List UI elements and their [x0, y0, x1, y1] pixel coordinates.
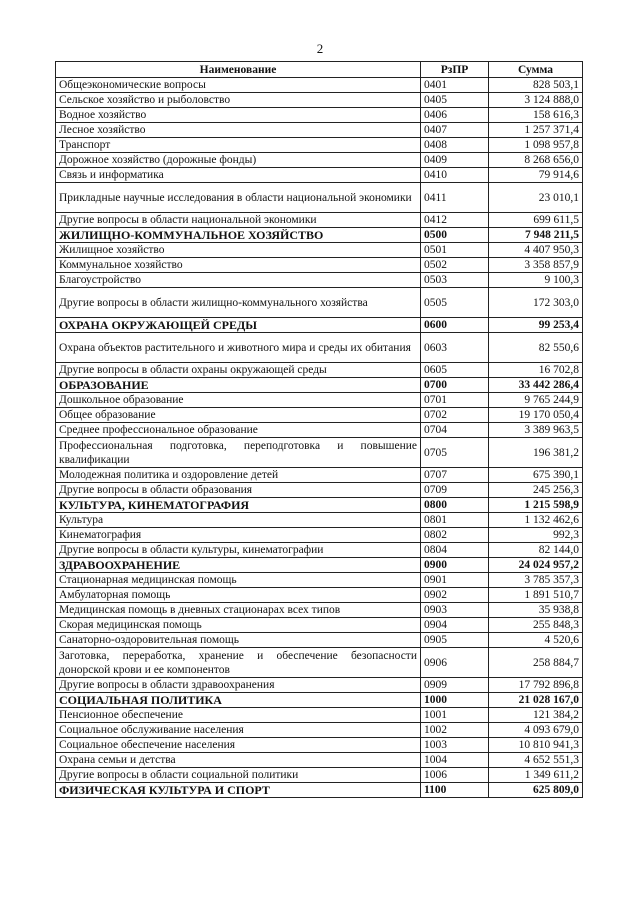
- sum-cell: 24 024 957,2: [489, 558, 583, 573]
- sum-cell: 121 384,2: [489, 708, 583, 723]
- code-cell: 0900: [421, 558, 489, 573]
- table-row: [56, 213, 583, 228]
- code-cell: 0802: [421, 528, 489, 543]
- code-cell: 1000: [421, 693, 489, 708]
- name-cell: Лесное хозяйство: [56, 123, 421, 138]
- name-cell: Среднее профессиональное образование: [56, 423, 421, 438]
- table-row: [56, 123, 583, 138]
- name-cell: Амбулаторная помощь: [56, 588, 421, 603]
- code-cell: 1004: [421, 753, 489, 768]
- table-row: [56, 273, 583, 288]
- name-cell: Другие вопросы в области здравоохранения: [56, 678, 421, 693]
- table-row: [56, 243, 583, 258]
- name-cell: Жилищное хозяйство: [56, 243, 421, 258]
- code-cell: 0904: [421, 618, 489, 633]
- table-row: [56, 723, 583, 738]
- name-cell: Другие вопросы в области образования: [56, 483, 421, 498]
- name-cell: Социальное обслуживание населения: [56, 723, 421, 738]
- table-row: [56, 393, 583, 408]
- sum-cell: 4 407 950,3: [489, 243, 583, 258]
- sum-cell: 3 358 857,9: [489, 258, 583, 273]
- table-row: [56, 483, 583, 498]
- table-row: [56, 288, 583, 318]
- table-row: [56, 573, 583, 588]
- table-row: [56, 438, 583, 468]
- table-row: [56, 423, 583, 438]
- sum-cell: 1 132 462,6: [489, 513, 583, 528]
- sum-cell: 1 891 510,7: [489, 588, 583, 603]
- sum-cell: 35 938,8: [489, 603, 583, 618]
- name-cell: Профессиональная подготовка, переподготовка и повышение квалификации: [56, 438, 421, 468]
- sum-cell: 1 349 611,2: [489, 768, 583, 783]
- sum-cell: 82 550,6: [489, 333, 583, 363]
- code-cell: 0903: [421, 603, 489, 618]
- code-cell: 0605: [421, 363, 489, 378]
- sum-cell: 16 702,8: [489, 363, 583, 378]
- table-row: [56, 468, 583, 483]
- sum-cell: 99 253,4: [489, 318, 583, 333]
- table-row: [56, 678, 583, 693]
- name-cell: Медицинская помощь в дневных стационарах всех типов: [56, 603, 421, 618]
- sum-cell: 1 098 957,8: [489, 138, 583, 153]
- sum-cell: 3 389 963,5: [489, 423, 583, 438]
- code-cell: 0505: [421, 288, 489, 318]
- sum-cell: 79 914,6: [489, 168, 583, 183]
- table-header-row: [56, 62, 583, 78]
- sum-cell: 4 520,6: [489, 633, 583, 648]
- name-cell: Охрана семьи и детства: [56, 753, 421, 768]
- code-cell: 0502: [421, 258, 489, 273]
- table-row: [56, 603, 583, 618]
- name-cell: Транспорт: [56, 138, 421, 153]
- code-cell: 0406: [421, 108, 489, 123]
- table-row: [56, 333, 583, 363]
- page-number: 2: [316, 41, 324, 56]
- sum-cell: 23 010,1: [489, 183, 583, 213]
- table-row: [56, 168, 583, 183]
- table-row: [56, 513, 583, 528]
- code-cell: 0700: [421, 378, 489, 393]
- sum-cell: 3 124 888,0: [489, 93, 583, 108]
- sum-cell: 1 215 598,9: [489, 498, 583, 513]
- code-cell: 0905: [421, 633, 489, 648]
- code-cell: 0408: [421, 138, 489, 153]
- code-cell: 0409: [421, 153, 489, 168]
- name-cell: Кинематография: [56, 528, 421, 543]
- sum-cell: 21 028 167,0: [489, 693, 583, 708]
- header-name: Наименование: [56, 62, 421, 78]
- name-cell: Другие вопросы в области социальной политики: [56, 768, 421, 783]
- name-cell: Стационарная медицинская помощь: [56, 573, 421, 588]
- code-cell: 0801: [421, 513, 489, 528]
- code-cell: 0909: [421, 678, 489, 693]
- sum-cell: 245 256,3: [489, 483, 583, 498]
- sum-cell: 255 848,3: [489, 618, 583, 633]
- code-cell: 1002: [421, 723, 489, 738]
- code-cell: 0705: [421, 438, 489, 468]
- name-cell: Молодежная политика и оздоровление детей: [56, 468, 421, 483]
- sum-cell: 9 100,3: [489, 273, 583, 288]
- code-cell: 0500: [421, 228, 489, 243]
- name-cell: ОХРАНА ОКРУЖАЮЩЕЙ СРЕДЫ: [56, 318, 421, 333]
- budget-table: [55, 61, 583, 798]
- table-row: [56, 363, 583, 378]
- code-cell: 1003: [421, 738, 489, 753]
- name-cell: Другие вопросы в области жилищно-коммунального хозяйства: [56, 288, 421, 318]
- name-cell: Другие вопросы в области охраны окружающей среды: [56, 363, 421, 378]
- code-cell: 0709: [421, 483, 489, 498]
- table-row: [56, 108, 583, 123]
- sum-cell: 4 093 679,0: [489, 723, 583, 738]
- table-row: [56, 753, 583, 768]
- sum-cell: 82 144,0: [489, 543, 583, 558]
- sum-cell: 258 884,7: [489, 648, 583, 678]
- code-cell: 0410: [421, 168, 489, 183]
- table-row: [56, 528, 583, 543]
- sum-cell: 3 785 357,3: [489, 573, 583, 588]
- sum-cell: 675 390,1: [489, 468, 583, 483]
- table-row: [56, 153, 583, 168]
- code-cell: 0412: [421, 213, 489, 228]
- sum-cell: 33 442 286,4: [489, 378, 583, 393]
- name-cell: Дорожное хозяйство (дорожные фонды): [56, 153, 421, 168]
- section-row: [56, 498, 583, 513]
- code-cell: 1001: [421, 708, 489, 723]
- table-row: [56, 633, 583, 648]
- name-cell: Пенсионное обеспечение: [56, 708, 421, 723]
- code-cell: 0600: [421, 318, 489, 333]
- sum-cell: 625 809,0: [489, 783, 583, 798]
- sum-cell: 828 503,1: [489, 78, 583, 93]
- table-row: [56, 588, 583, 603]
- section-row: [56, 318, 583, 333]
- section-row: [56, 378, 583, 393]
- code-cell: 0704: [421, 423, 489, 438]
- table-row: [56, 768, 583, 783]
- section-row: [56, 693, 583, 708]
- name-cell: ОБРАЗОВАНИЕ: [56, 378, 421, 393]
- section-row: [56, 228, 583, 243]
- section-row: [56, 783, 583, 798]
- table-row: [56, 408, 583, 423]
- name-cell: Санаторно-оздоровительная помощь: [56, 633, 421, 648]
- header-sum: Сумма: [489, 62, 583, 78]
- table-row: [56, 708, 583, 723]
- sum-cell: 158 616,3: [489, 108, 583, 123]
- sum-cell: 172 303,0: [489, 288, 583, 318]
- code-cell: 0902: [421, 588, 489, 603]
- name-cell: Общеэкономические вопросы: [56, 78, 421, 93]
- name-cell: ЖИЛИЩНО-КОММУНАЛЬНОЕ ХОЗЯЙСТВО: [56, 228, 421, 243]
- name-cell: Благоустройство: [56, 273, 421, 288]
- code-cell: 0702: [421, 408, 489, 423]
- sum-cell: 8 268 656,0: [489, 153, 583, 168]
- code-cell: 0707: [421, 468, 489, 483]
- code-cell: 0906: [421, 648, 489, 678]
- section-row: [56, 558, 583, 573]
- name-cell: ЗДРАВООХРАНЕНИЕ: [56, 558, 421, 573]
- name-cell: Коммунальное хозяйство: [56, 258, 421, 273]
- table-row: [56, 93, 583, 108]
- name-cell: КУЛЬТУРА, КИНЕМАТОГРАФИЯ: [56, 498, 421, 513]
- name-cell: Культура: [56, 513, 421, 528]
- table-row: [56, 648, 583, 678]
- code-cell: 0401: [421, 78, 489, 93]
- code-cell: 0407: [421, 123, 489, 138]
- table-row: [56, 183, 583, 213]
- sum-cell: 19 170 050,4: [489, 408, 583, 423]
- name-cell: Общее образование: [56, 408, 421, 423]
- code-cell: 0501: [421, 243, 489, 258]
- code-cell: 0901: [421, 573, 489, 588]
- name-cell: Другие вопросы в области национальной экономики: [56, 213, 421, 228]
- name-cell: СОЦИАЛЬНАЯ ПОЛИТИКА: [56, 693, 421, 708]
- sum-cell: 699 611,5: [489, 213, 583, 228]
- table-row: [56, 543, 583, 558]
- name-cell: ФИЗИЧЕСКАЯ КУЛЬТУРА И СПОРТ: [56, 783, 421, 798]
- sum-cell: 10 810 941,3: [489, 738, 583, 753]
- code-cell: 0411: [421, 183, 489, 213]
- name-cell: Водное хозяйство: [56, 108, 421, 123]
- code-cell: 0800: [421, 498, 489, 513]
- sum-cell: 9 765 244,9: [489, 393, 583, 408]
- table-row: [56, 618, 583, 633]
- code-cell: 0405: [421, 93, 489, 108]
- table-row: [56, 78, 583, 93]
- name-cell: Охрана объектов растительного и животного мира и среды их обитания: [56, 333, 421, 363]
- name-cell: Социальное обеспечение населения: [56, 738, 421, 753]
- code-cell: 1006: [421, 768, 489, 783]
- code-cell: 0603: [421, 333, 489, 363]
- name-cell: Скорая медицинская помощь: [56, 618, 421, 633]
- name-cell: Заготовка, переработка, хранение и обеспечение безопасности донорской крови и ее компонентов: [56, 648, 421, 678]
- code-cell: 0701: [421, 393, 489, 408]
- table-row: [56, 738, 583, 753]
- sum-cell: 196 381,2: [489, 438, 583, 468]
- table-row: [56, 258, 583, 273]
- sum-cell: 7 948 211,5: [489, 228, 583, 243]
- table-row: [56, 138, 583, 153]
- sum-cell: 1 257 371,4: [489, 123, 583, 138]
- name-cell: Прикладные научные исследования в области национальной экономики: [56, 183, 421, 213]
- sum-cell: 992,3: [489, 528, 583, 543]
- code-cell: 0503: [421, 273, 489, 288]
- code-cell: 0804: [421, 543, 489, 558]
- code-cell: 1100: [421, 783, 489, 798]
- name-cell: Другие вопросы в области культуры, кинематографии: [56, 543, 421, 558]
- name-cell: Сельское хозяйство и рыболовство: [56, 93, 421, 108]
- name-cell: Связь и информатика: [56, 168, 421, 183]
- header-code: РзПР: [421, 62, 489, 78]
- sum-cell: 4 652 551,3: [489, 753, 583, 768]
- sum-cell: 17 792 896,8: [489, 678, 583, 693]
- name-cell: Дошкольное образование: [56, 393, 421, 408]
- table-body: [56, 78, 583, 798]
